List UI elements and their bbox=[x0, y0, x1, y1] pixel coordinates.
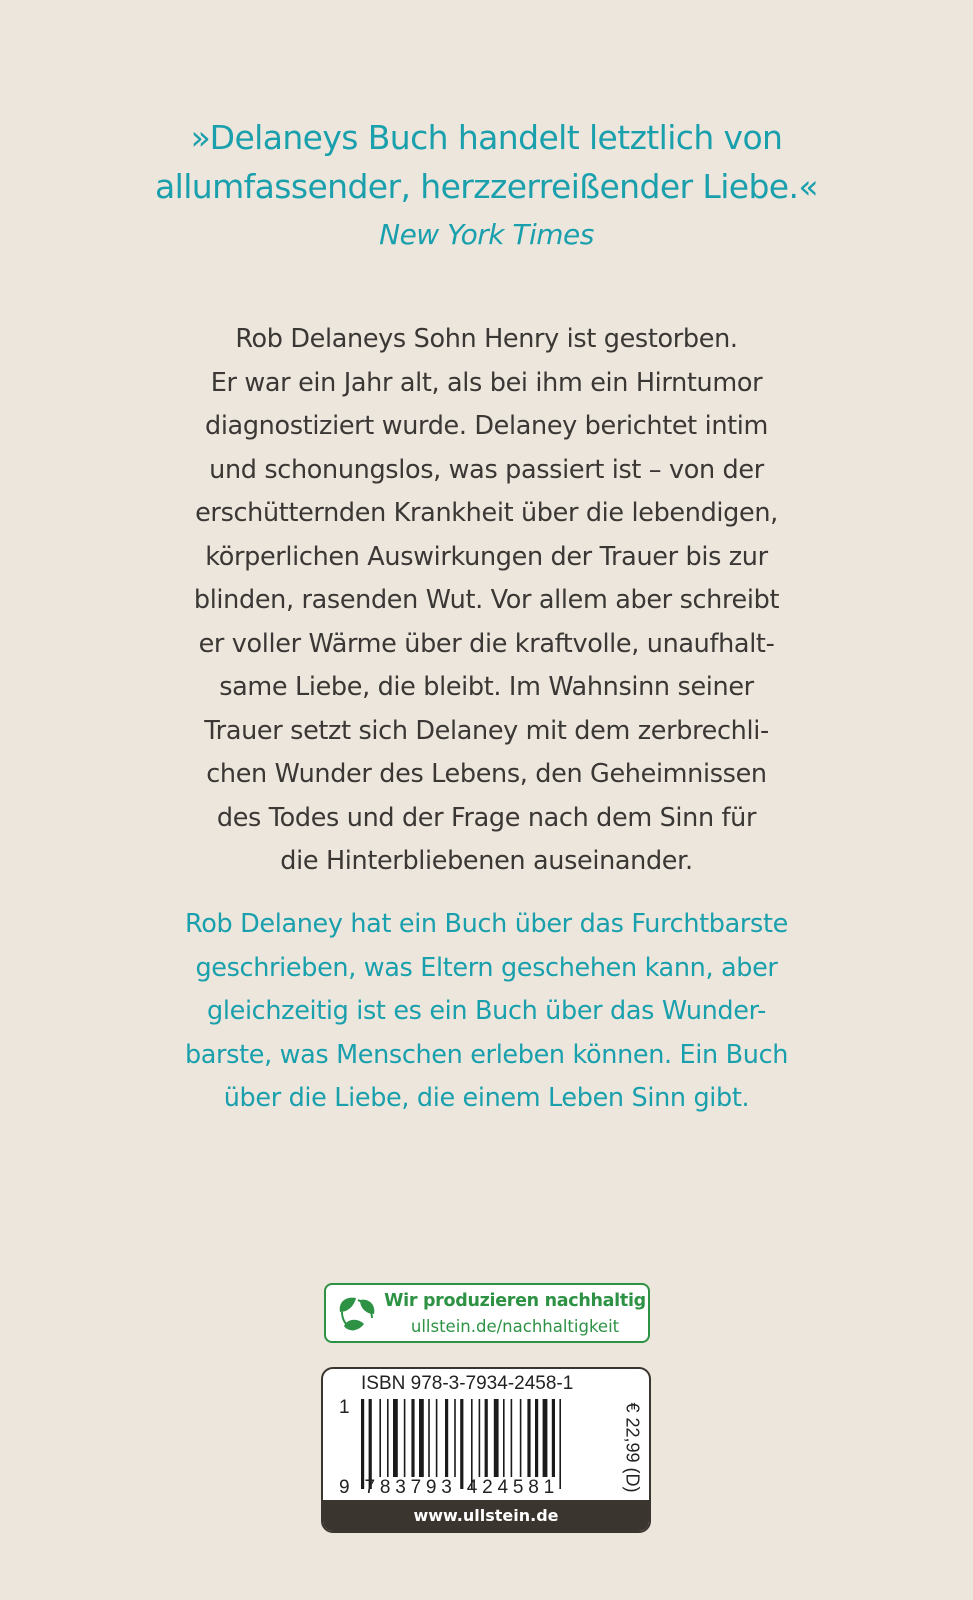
blurb-line: same Liebe, die bleibt. Im Wahnsinn seiner bbox=[219, 672, 754, 702]
barcode-bars bbox=[343, 1399, 603, 1489]
addon-digit: 1 bbox=[339, 1397, 350, 1418]
blurb-line: blinden, rasenden Wut. Vor allem aber schreibt bbox=[193, 585, 780, 615]
barcode-bar bbox=[428, 1399, 430, 1477]
quote-line: »Delaneys Buch handelt letztlich von bbox=[190, 118, 783, 157]
barcode-bar bbox=[404, 1399, 406, 1477]
barcode-bar bbox=[445, 1399, 448, 1477]
price-label: € 22,99 (D) bbox=[622, 1402, 643, 1493]
isbn-barcode-box bbox=[321, 1367, 651, 1533]
barcode-bar bbox=[559, 1399, 561, 1489]
blurb-line: erschütternden Krankheit über die lebendigen, bbox=[195, 498, 778, 528]
barcode-bar bbox=[361, 1399, 364, 1489]
sustainability-link: ullstein.de/nachhaltigkeit bbox=[410, 1317, 620, 1336]
barcode-bar bbox=[369, 1399, 372, 1489]
barcode-bar bbox=[543, 1399, 548, 1477]
barcode-digits bbox=[339, 1477, 559, 1499]
barcode-bar bbox=[471, 1399, 473, 1489]
barcode-bar bbox=[454, 1399, 456, 1477]
sustainability-title: Wir produzieren nachhaltig bbox=[384, 1291, 646, 1311]
blurb-line: Trauer setzt sich Delaney mit dem zerbrechli- bbox=[204, 715, 769, 746]
teaser-line: Rob Delaney hat ein Buch über das Furchtbarste bbox=[185, 909, 788, 939]
blurb-line: Rob Delaneys Sohn Henry ist gestorben. bbox=[235, 324, 738, 354]
barcode-bar bbox=[411, 1399, 414, 1477]
teaser-line: barste, was Menschen erleben können. Ein Buch bbox=[184, 1039, 789, 1070]
barcode-bar bbox=[393, 1399, 398, 1477]
barcode-bar bbox=[387, 1399, 389, 1477]
barcode-first-digit: 9 bbox=[339, 1477, 355, 1498]
publisher-website: www.ullstein.de bbox=[323, 1500, 649, 1531]
isbn-text: ISBN 978-3-7934-2458-1 bbox=[361, 1373, 574, 1394]
quote-line: allumfassender, herzzerreißender Liebe.« bbox=[155, 167, 818, 206]
blurb-line: Er war ein Jahr alt, als bei ihm ein Hirntumor bbox=[210, 367, 763, 398]
blurb-line: des Todes und der Frage nach dem Sinn für bbox=[216, 802, 757, 833]
teaser-line: geschrieben, was Eltern geschehen kann, aber bbox=[195, 952, 778, 983]
barcode-bar bbox=[419, 1399, 424, 1477]
quote-source: New York Times bbox=[379, 218, 594, 251]
teaser-line: gleichzeitig ist es ein Buch über das Wunder- bbox=[207, 996, 766, 1026]
barcode-bar bbox=[436, 1399, 438, 1477]
sustainability-badge bbox=[324, 1283, 650, 1343]
barcode-bar bbox=[552, 1399, 555, 1477]
blurb-line: er voller Wärme über die kraftvolle, unaufhalt- bbox=[198, 628, 775, 659]
barcode-bar bbox=[494, 1399, 499, 1477]
book-blurb bbox=[0, 318, 973, 884]
recycling-leaves-icon bbox=[334, 1292, 380, 1338]
barcode-bar bbox=[485, 1399, 488, 1477]
teaser-line: über die Liebe, die einem Leben Sinn gibt. bbox=[223, 1083, 750, 1113]
barcode-bar bbox=[535, 1399, 538, 1477]
blurb-line: und schonungslos, was passiert ist – von der bbox=[209, 454, 764, 485]
teaser-text bbox=[0, 903, 973, 1121]
review-quote bbox=[0, 113, 973, 211]
blurb-line: chen Wunder des Lebens, den Geheimnissen bbox=[206, 759, 767, 789]
blurb-line: körperlichen Auswirkungen der Trauer bis zur bbox=[205, 541, 768, 572]
barcode-bar bbox=[520, 1399, 522, 1477]
barcode-number: 783793 424581 bbox=[364, 1477, 559, 1498]
barcode-bar bbox=[511, 1399, 513, 1477]
barcode-bar bbox=[479, 1399, 481, 1477]
barcode-bar bbox=[460, 1399, 463, 1489]
blurb-line: die Hinterbliebenen auseinander. bbox=[280, 846, 693, 876]
barcode-bar bbox=[379, 1399, 381, 1477]
blurb-line: diagnostiziert wurde. Delaney berichtet intim bbox=[204, 411, 769, 441]
barcode-bar bbox=[527, 1399, 530, 1477]
barcode-bar bbox=[503, 1399, 505, 1477]
